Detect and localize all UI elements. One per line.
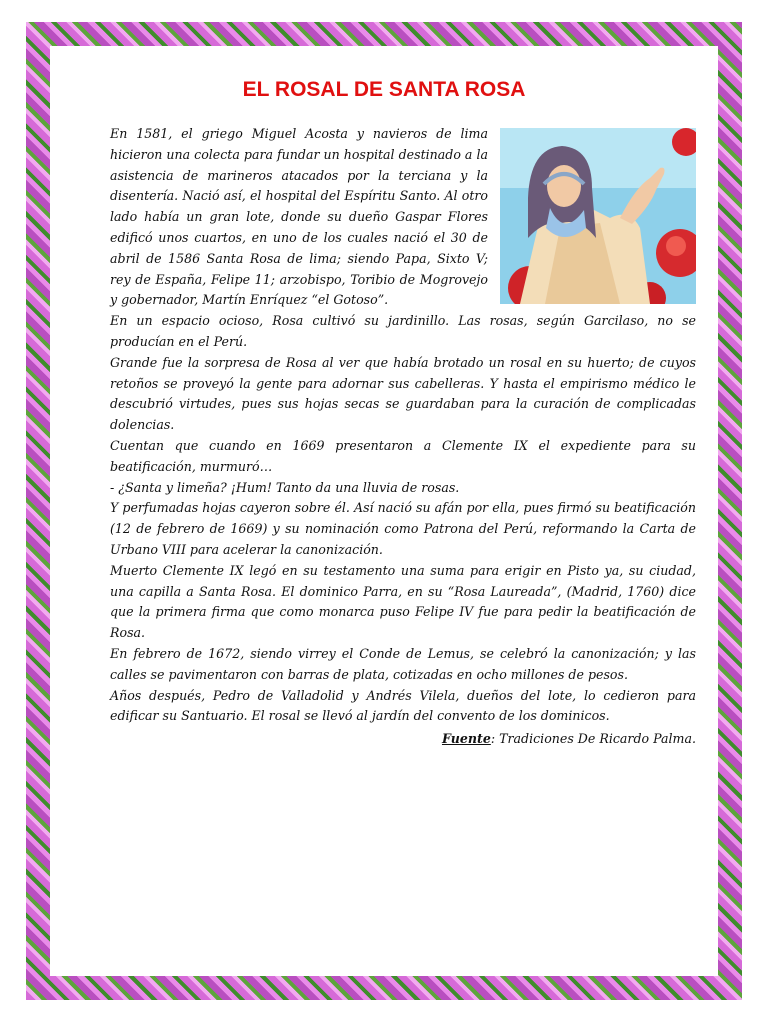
paragraph-4: Cuentan que cuando en 1669 presentaron a Clemente IX el expediente para su beatificación, murmuró… [110,437,696,474]
paragraph-1: En 1581, el griego Miguel Acosta y navieros de lima hicieron una colecta para fundar un hospital destinado a la asistencia de marineros atacados por la terciana y la disentería. Nació así, el hospital del Espíritu Santo. Al otro lado había un gran lote, donde su dueño Gaspar Flores edificó unos cuartos, en uno de los cuales nació el 30 de abril de 1586 Santa Rosa de lima; siendo Papa, Sixto V; rey de España, Felipe 11; arzobispo, Toribio de Mogrovejo y gobernador, Martín Enríquez “el Gotoso”. [110,126,488,308]
paragraph-9: Años después, Pedro de Valladolid y Andrés Vilela, dueños del lote, lo cedieron para edificar su Santuario. El rosal se llevó al jardín del convento de los dominicos. [110,687,696,724]
paragraph-7: Muerto Clemente IX legó en su testamento una suma para erigir en Pisto ya, su ciudad, una capilla a Santa Rosa. El dominico Parra, en su “Rosa Laureada”, (Madrid, 1760) dice que la primera firma que como monarca puso Felipe IV fue para pedir la beatificación de Rosa. [110,562,696,641]
paragraph-2: En un espacio ocioso, Rosa cultivó su jardinillo. Las rosas, según Garcilaso, no se producían en el Perú. [110,313,696,349]
source-line [110,729,696,750]
source-text: : Tradiciones De Ricardo Palma. [490,731,696,747]
document-body [110,124,696,750]
paragraph-3: Grande fue la sorpresa de Rosa al ver que había brotado un rosal en su huerto; de cuyos retoños se proveyó la gente para adornar sus cabelleras. Y hasta el empirismo médico le descubrió virtudes, pues sus hojas secas se guardaban para la curación de complicadas dolencias. [110,354,696,433]
document-title: EL ROSAL DE SANTA ROSA [242,78,526,101]
source-label: Fuente [441,731,491,747]
santa-rosa-illustration [500,128,696,304]
paragraph-6: Y perfumadas hojas cayeron sobre él. Así nació su afán por ella, pues firmó su beatificación (12 de febrero de 1669) y su nominación como Patrona del Perú, reformando la Carta de Urbano VIII para acelerar la canonización. [110,500,696,557]
paragraph-8: En febrero de 1672, siendo virrey el Conde de Lemus, se celebró la canonización; y las calles se pavimentaron con barras de plata, cotizadas en ocho millones de pesos. [110,645,696,682]
paragraph-5: - ¿Santa y limeña? ¡Hum! Tanto da una lluvia de rosas. [110,479,460,495]
